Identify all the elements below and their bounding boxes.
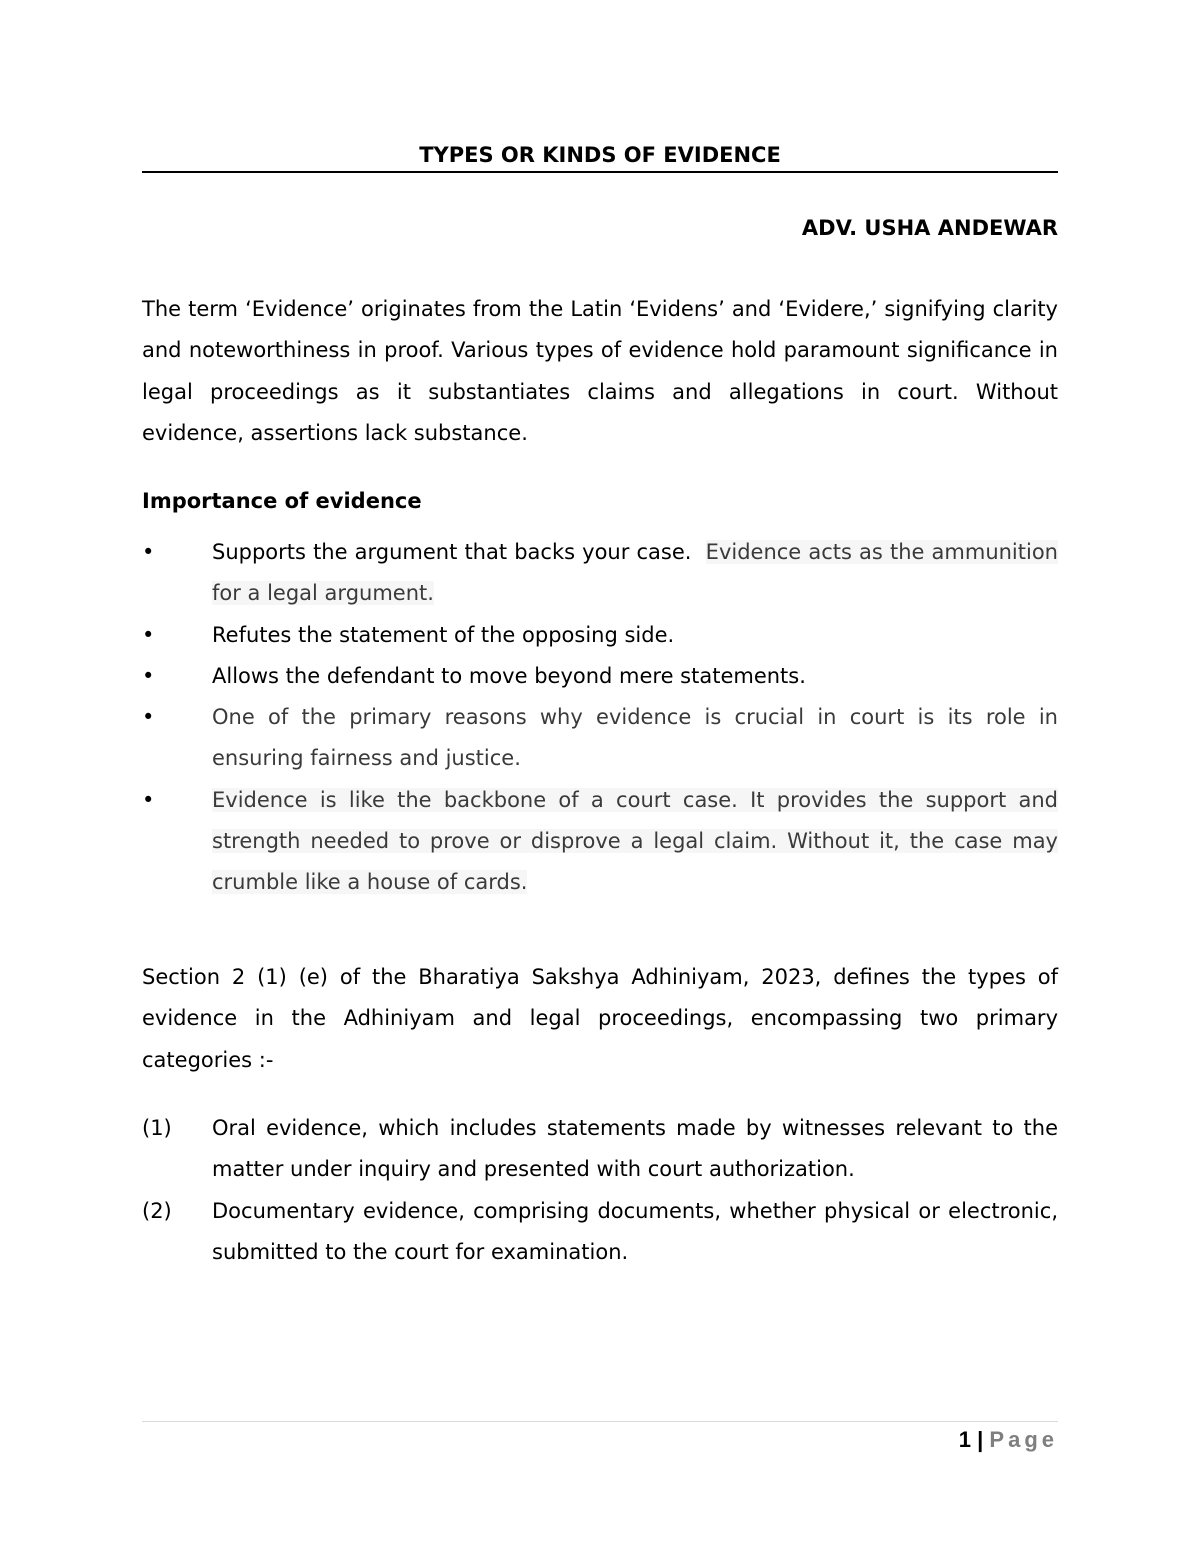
list-item (142, 532, 1058, 615)
list-item-text: Evidence is like the backbone of a court case. It provides the support and strength needed to prove or disprove a legal claim. Without it, the case may crumble like a house of cards. (212, 787, 1058, 895)
bullet: • (142, 787, 155, 812)
intro-paragraph: The term ‘Evidence’ originates from the Latin ‘Evidens’ and ‘Evidere,’ signifying clarity and noteworthiness in proof. Various types of evidence hold paramount significance in legal proceedings as it substantiates claims and allegations in court. Without evidence, assertions lack substance. (142, 297, 1058, 445)
document-title: TYPES OR KINDS OF EVIDENCE (142, 141, 1058, 173)
item-number: (1) (142, 1116, 172, 1140)
list-item-extra: Evidence acts as the ammunition for a legal argument. (212, 540, 1058, 606)
author: ADV. USHA ANDEWAR (801, 216, 1058, 240)
page-label: Page (989, 1427, 1058, 1452)
section-paragraph: Section 2 (1) (e) of the Bharatiya Sakshya Adhiniyam, 2023, defines the types of evidence in the Adhiniyam and legal proceedings, encompassing two primary categories :- (142, 965, 1058, 1072)
list-item (142, 1191, 1058, 1274)
list-item (142, 780, 1058, 904)
list-item (142, 656, 1058, 697)
page-footer (959, 1427, 1058, 1453)
list-item-text: One of the primary reasons why evidence is crucial in court is its role in ensuring fairness and justice. (212, 705, 1058, 771)
categories-list (142, 1108, 1058, 1273)
bullet: • (142, 705, 155, 730)
list-item-text: Supports the argument that backs your case. (212, 540, 692, 564)
importance-list (142, 532, 1058, 904)
importance-heading: Importance of evidence (142, 489, 422, 513)
list-item (142, 615, 1058, 656)
list-item-text: Documentary evidence, comprising documents, whether physical or electronic, submitted to the court for examination. (212, 1198, 1058, 1264)
list-item-text: Oral evidence, which includes statements made by witnesses relevant to the matter under inquiry and presented with court authorization. (212, 1116, 1058, 1182)
bullet: • (142, 622, 155, 647)
item-number: (2) (142, 1198, 172, 1223)
list-item-text: Allows the defendant to move beyond mere statements. (212, 663, 806, 688)
list-item (142, 1108, 1058, 1191)
list-item (142, 697, 1058, 780)
list-item-text: Refutes the statement of the opposing side. (212, 622, 675, 647)
bullet: • (142, 663, 155, 688)
bullet: • (142, 540, 155, 564)
page-number: 1 (958, 1427, 971, 1452)
footer-divider (142, 1421, 1058, 1422)
footer-separator: | (977, 1427, 984, 1452)
